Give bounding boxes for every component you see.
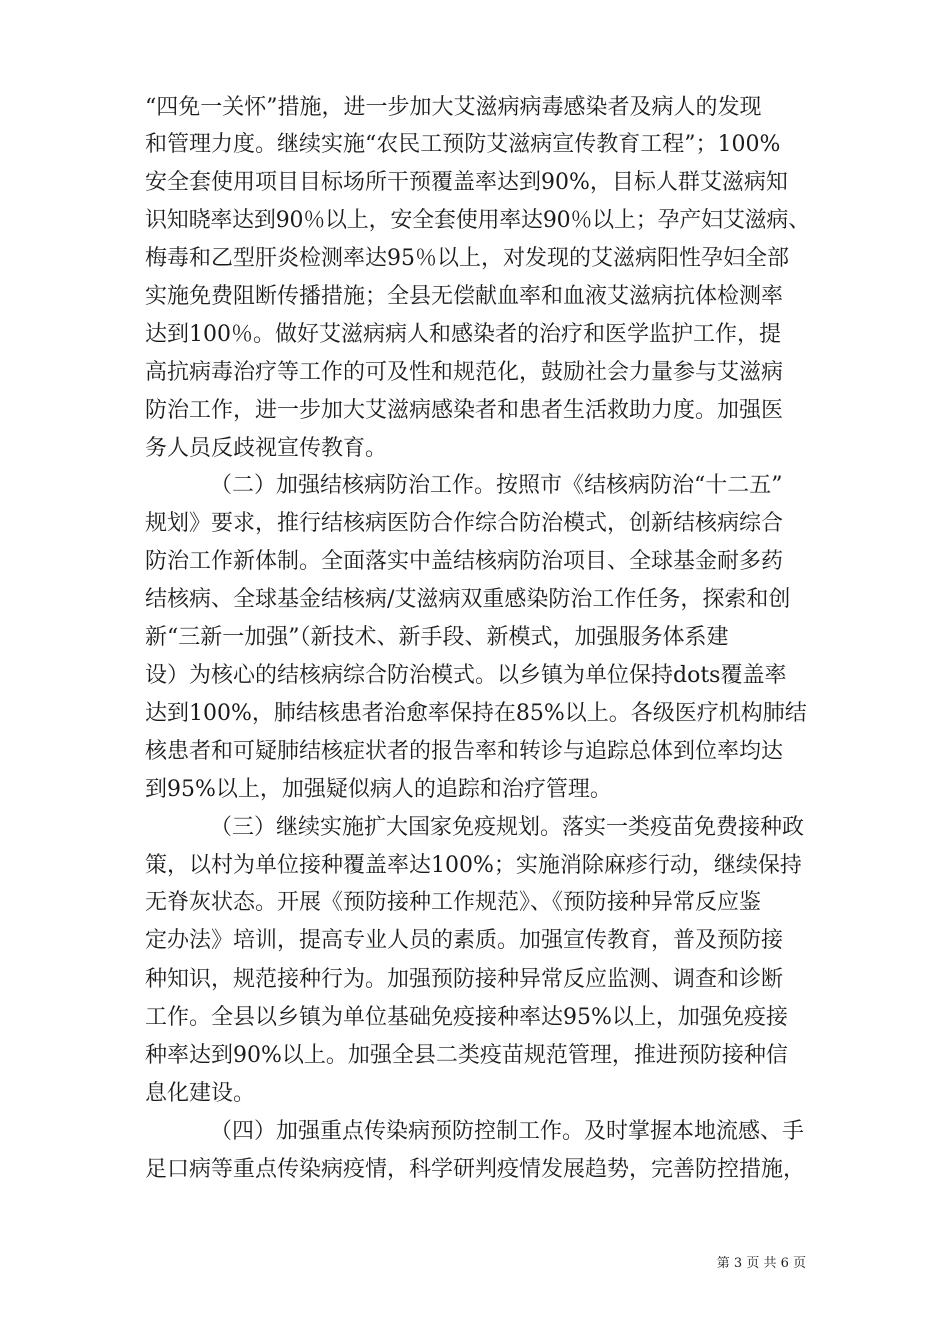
text-line: 种知识，规范接种行为。加强预防接种异常反应监测、调查和诊断	[145, 967, 784, 992]
text-line: 策，以村为单位接种覆盖率达100%；实施消除麻疹行动，继续保持	[145, 853, 802, 878]
text-line: 和管理力度。继续实施“农民工预防艾滋病宣传教育工程”；100%	[145, 132, 781, 157]
text-line: 工作。全县以乡镇为单位基础免疫接种率达95%以上，加强免疫接	[145, 1005, 788, 1030]
text-line: 安全套使用项目目标场所干预覆盖率达到90%，目标人群艾滋病知	[145, 170, 788, 195]
text-line: （二）加强结核病防治工作。按照市《结核病防治“十二五”	[210, 473, 783, 498]
text-line: 到95%以上，加强疑似病人的追踪和治疗管理。	[145, 777, 612, 802]
text-line: 识知晓率达到90％以上，安全套使用率达90％以上；孕产妇艾滋病、	[145, 208, 810, 233]
text-line: 规划》要求，推行结核病医防合作综合防治模式，创新结核病综合	[145, 511, 784, 536]
text-line: 防治工作，进一步加大艾滋病感染者和患者生活救助力度。加强医	[145, 398, 784, 423]
text-line: 足口病等重点传染病疫情，科学研判疫情发展趋势，完善防控措施，	[145, 1157, 806, 1182]
text-line: 达到100％。做好艾滋病病人和感染者的治疗和医学监护工作，提	[145, 322, 781, 347]
text-line: 无脊灰状态。开展《预防接种工作规范》、《预防接种异常反应鉴	[145, 890, 762, 915]
text-line: 种率达到90%以上。加强全县二类疫苗规范管理，推进预防接种信	[145, 1043, 788, 1068]
text-line: 梅毒和乙型肝炎检测率达95％以上，对发现的艾滋病阳性孕妇全部	[145, 246, 789, 271]
text-line: （三）继续实施扩大国家免疫规划。落实一类疫苗免费接种政	[210, 815, 805, 840]
text-line: “四免一关怀”措施，进一步加大艾滋病病毒感染者及病人的发现	[145, 95, 762, 120]
text-line: 核患者和可疑肺结核症状者的报告率和转诊与追踪总体到位率均达	[145, 739, 784, 764]
text-line: 防治工作新体制。全面落实中盖结核病防治项目、全球基金耐多药	[145, 549, 784, 574]
text-line: 新“三新一加强”（新技术、新手段、新模式，加强服务体系建	[145, 625, 729, 650]
text-line: 设）为核心的结核病综合防治模式。以乡镇为单位保持dots覆盖率	[145, 663, 787, 688]
page-number: 第 3 页 共 6 页	[716, 1256, 806, 1271]
text-line: 高抗病毒治疗等工作的可及性和规范化，鼓励社会力量参与艾滋病	[145, 360, 784, 385]
text-line: 务人员反歧视宣传教育。	[145, 436, 388, 461]
text-line: 息化建设。	[145, 1081, 256, 1106]
text-line: 结核病、全球基金结核病/艾滋病双重感染防治工作任务，探索和创	[145, 587, 791, 612]
text-line: 达到100%，肺结核患者治愈率保持在85%以上。各级医疗机构肺结	[145, 701, 807, 726]
text-line: 定办法》培训，提高专业人员的素质。加强宣传教育，普及预防接	[145, 928, 784, 953]
text-line: （四）加强重点传染病预防控制工作。及时掌握本地流感、手	[210, 1119, 805, 1144]
text-line: 实施免费阻断传播措施；全县无偿献血率和血液艾滋病抗体检测率	[145, 284, 784, 309]
